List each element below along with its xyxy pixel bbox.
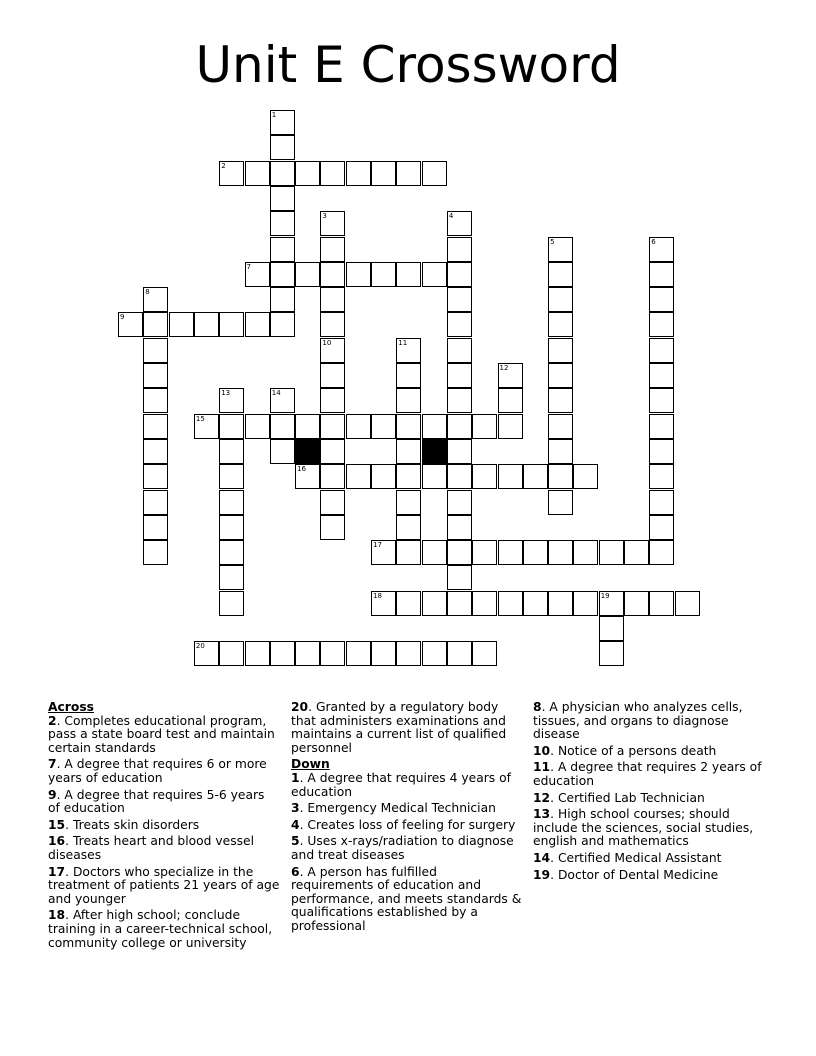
grid-cell[interactable]: [472, 540, 497, 565]
clue-text: Notice of a persons death: [557, 743, 717, 758]
grid-cell[interactable]: [346, 464, 371, 489]
grid-cell[interactable]: [143, 464, 168, 489]
clues-column-1: [48, 701, 280, 953]
clue-text: A physician who analyzes cells, tissues, and organs to diagnose disease: [533, 700, 743, 742]
grid-cell[interactable]: [270, 110, 295, 135]
grid-cell[interactable]: [320, 515, 345, 540]
clue-text: A degree that requires 6 or more years of education: [48, 757, 267, 785]
clue-text: Uses x-rays/radiation to diagnose and treat diseases: [291, 834, 514, 862]
grid-cell[interactable]: [371, 262, 396, 287]
grid-cell[interactable]: [346, 414, 371, 439]
grid-cell[interactable]: [320, 211, 345, 236]
grid-cell[interactable]: [548, 287, 573, 312]
clue-across-18: 18. After high school; conclude training in a career-technical school, community college or university: [48, 908, 273, 950]
clue-number: 7: [48, 757, 57, 772]
clue-number: 13: [533, 807, 551, 822]
grid-cell[interactable]: [649, 363, 674, 388]
grid-cell[interactable]: [320, 414, 345, 439]
grid-cell[interactable]: [447, 490, 472, 515]
grid-cell[interactable]: [624, 591, 649, 616]
grid-cell[interactable]: [396, 161, 421, 186]
cell-number: 16: [297, 465, 307, 474]
clue-text: Emergency Medical Technician: [307, 801, 496, 816]
grid-cell[interactable]: [295, 161, 320, 186]
grid-cell[interactable]: [371, 464, 396, 489]
grid-cell[interactable]: [219, 312, 244, 337]
clue-number: 15: [48, 817, 66, 832]
clue-text: Creates loss of feeling for surgery: [307, 817, 516, 832]
grid-cell[interactable]: [143, 515, 168, 540]
clue-number: 12: [533, 790, 551, 805]
grid-cell[interactable]: [599, 591, 624, 616]
grid-cell[interactable]: [422, 591, 447, 616]
clue-across-20: 20. Granted by a regulatory body that administers examinations and maintains a current list of qualified personnel: [291, 700, 507, 755]
grid-cell[interactable]: [270, 161, 295, 186]
grid-cell[interactable]: [599, 616, 624, 641]
grid-cell[interactable]: [447, 338, 472, 363]
grid-cell[interactable]: [245, 262, 270, 287]
grid-cell[interactable]: [219, 439, 244, 464]
grid-cell[interactable]: [143, 312, 168, 337]
grid-cell[interactable]: [270, 186, 295, 211]
grid-cell[interactable]: [523, 591, 548, 616]
grid-cell[interactable]: [472, 591, 497, 616]
grid-cell[interactable]: [649, 287, 674, 312]
down-heading: Down: [291, 757, 330, 772]
grid-cell[interactable]: [472, 414, 497, 439]
grid-cell[interactable]: [548, 540, 573, 565]
grid-cell[interactable]: [573, 540, 598, 565]
grid-cell[interactable]: [295, 464, 320, 489]
cell-number: 4: [448, 212, 454, 221]
clue-down-1: 1. A degree that requires 4 years of education: [291, 770, 511, 799]
grid-cell[interactable]: [371, 641, 396, 666]
grid-cell[interactable]: [548, 363, 573, 388]
clue-down-19: 19. Doctor of Dental Medicine: [533, 867, 719, 882]
grid-cell[interactable]: [118, 312, 143, 337]
grid-cell[interactable]: [270, 439, 295, 464]
clue-down-12: 12. Certified Lab Technician: [533, 790, 705, 805]
grid-cell[interactable]: [219, 464, 244, 489]
clue-text: Doctor of Dental Medicine: [557, 867, 719, 882]
grid-cell[interactable]: [270, 135, 295, 160]
grid-cell[interactable]: [194, 312, 219, 337]
grid-cell[interactable]: [548, 591, 573, 616]
grid-cell[interactable]: [320, 338, 345, 363]
grid-cell[interactable]: [396, 515, 421, 540]
clue-number: 11: [533, 760, 551, 775]
grid-cell[interactable]: [219, 565, 244, 590]
grid-cell[interactable]: [447, 591, 472, 616]
clue-number: 17: [48, 864, 66, 879]
grid-cell[interactable]: [396, 414, 421, 439]
grid-cell[interactable]: [599, 641, 624, 666]
grid-cell[interactable]: [548, 439, 573, 464]
cell-number: 2: [221, 161, 226, 170]
cell-number: 18: [373, 591, 382, 600]
grid-cell[interactable]: [371, 161, 396, 186]
clue-number: 8: [533, 700, 542, 714]
grid-cell[interactable]: [447, 211, 472, 236]
clue-down-8: 8. A physician who analyzes cells, tissues, and organs to diagnose disease: [533, 700, 743, 742]
grid-cell[interactable]: [219, 641, 244, 666]
clue-text: After high school; conclude training in a career-technical school, community college or university: [48, 908, 273, 950]
grid-cell[interactable]: [143, 287, 168, 312]
grid-cell[interactable]: [472, 464, 497, 489]
cell-number: 1: [271, 111, 277, 119]
grid-cell[interactable]: [245, 161, 270, 186]
clue-across-7: 7. A degree that requires 6 or more years of education: [48, 757, 267, 785]
grid-cell[interactable]: [548, 464, 573, 489]
page-title: Unit E Crossword: [195, 36, 621, 94]
clues-column-2: [291, 701, 523, 937]
cell-number: 13: [221, 389, 231, 398]
grid-cell[interactable]: [396, 439, 421, 464]
grid-cell[interactable]: [396, 540, 421, 565]
clue-number: 10: [533, 743, 551, 758]
grid-cell[interactable]: [675, 591, 700, 616]
clue-number: 14: [533, 850, 551, 865]
clue-text: Completes educational program, pass a state board test and maintain certain standards: [48, 713, 275, 755]
grid-cell[interactable]: [447, 515, 472, 540]
clue-number: 6: [291, 864, 300, 879]
grid-cell[interactable]: [498, 414, 523, 439]
cell-number: 8: [145, 288, 150, 297]
clue-number: 5: [291, 834, 300, 849]
cell-number: 10: [322, 338, 332, 347]
grid-cell[interactable]: [270, 287, 295, 312]
grid-cell[interactable]: [498, 388, 523, 413]
clues-column-3: [533, 701, 765, 885]
cell-number: 19: [600, 591, 610, 600]
grid-cell[interactable]: [649, 591, 674, 616]
clue-text: Certified Lab Technician: [557, 790, 705, 805]
grid-cell[interactable]: [270, 388, 295, 413]
grid-cell[interactable]: [649, 388, 674, 413]
grid-cell[interactable]: [320, 439, 345, 464]
grid-cell[interactable]: [498, 464, 523, 489]
cell-number: 6: [651, 237, 656, 246]
grid-cell[interactable]: [649, 237, 674, 262]
clue-down-13: 13. High school courses; should include the sciences, social studies, english and mathematics: [533, 807, 754, 849]
grid-cell[interactable]: [396, 338, 421, 363]
grid-cell[interactable]: [498, 363, 523, 388]
clue-down-5: 5. Uses x-rays/radiation to diagnose and treat diseases: [291, 834, 514, 862]
grid-cell[interactable]: [295, 262, 320, 287]
grid-cell[interactable]: [194, 641, 219, 666]
grid-cell[interactable]: [649, 414, 674, 439]
grid-cell[interactable]: [498, 591, 523, 616]
grid-cell[interactable]: [396, 464, 421, 489]
grid-cell[interactable]: [649, 262, 674, 287]
grid-cell[interactable]: [548, 237, 573, 262]
grid-cell[interactable]: [295, 414, 320, 439]
grid-cell[interactable]: [219, 161, 244, 186]
clue-number: 16: [48, 834, 66, 849]
clue-number: 9: [48, 787, 57, 802]
grid-cell[interactable]: [371, 414, 396, 439]
grid-cell[interactable]: [422, 540, 447, 565]
grid-cell[interactable]: [320, 388, 345, 413]
grid-cell[interactable]: [320, 237, 345, 262]
clue-number: 18: [48, 908, 66, 923]
grid-cell[interactable]: [219, 388, 244, 413]
grid-cell[interactable]: [396, 388, 421, 413]
clue-number: 3: [291, 801, 300, 816]
grid-cell[interactable]: [270, 262, 295, 287]
grid-cell[interactable]: [548, 414, 573, 439]
clue-number: 20: [291, 700, 309, 714]
grid-cell[interactable]: [573, 464, 598, 489]
grid-cell[interactable]: [219, 414, 244, 439]
grid-cell[interactable]: [447, 540, 472, 565]
grid-cell[interactable]: [548, 262, 573, 287]
grid-cell[interactable]: [346, 641, 371, 666]
grid-cell[interactable]: [320, 287, 345, 312]
grid-cell[interactable]: [219, 490, 244, 515]
grid-cell[interactable]: [295, 641, 320, 666]
clue-text: High school courses; should include the sciences, social studies, english and mathematics: [533, 807, 754, 849]
grid-cell[interactable]: [270, 211, 295, 236]
clue-number: 4: [291, 817, 300, 832]
grid-cell[interactable]: [447, 388, 472, 413]
clue-down-4: 4. Creates loss of feeling for surgery: [291, 817, 516, 832]
grid-cell[interactable]: [169, 312, 194, 337]
cell-number: 3: [322, 212, 327, 221]
grid-cell[interactable]: [320, 490, 345, 515]
grid-cell[interactable]: [447, 641, 472, 666]
grid-cell[interactable]: [573, 591, 598, 616]
grid-cell[interactable]: [143, 414, 168, 439]
clue-text: Granted by a regulatory body that administers examinations and maintains a current list of qualified personnel: [291, 700, 507, 755]
grid-cell[interactable]: [523, 540, 548, 565]
grid-cell[interactable]: [346, 161, 371, 186]
grid-cell[interactable]: [548, 312, 573, 337]
grid-cell[interactable]: [447, 464, 472, 489]
grid-cell[interactable]: [447, 414, 472, 439]
grid-cell[interactable]: [422, 414, 447, 439]
grid-cell[interactable]: [649, 338, 674, 363]
grid-cell[interactable]: [143, 363, 168, 388]
grid-cell[interactable]: [472, 641, 497, 666]
cell-number: 14: [271, 389, 281, 398]
clue-text: A degree that requires 5-6 years of education: [48, 787, 265, 816]
grid-cell[interactable]: [649, 515, 674, 540]
grid-cell[interactable]: [649, 312, 674, 337]
grid-cell[interactable]: [396, 363, 421, 388]
grid-cell[interactable]: [143, 388, 168, 413]
clue-number: 2: [48, 713, 57, 728]
clue-text: A degree that requires 2 years of education: [533, 760, 762, 788]
clue-number: 19: [533, 867, 551, 882]
cell-number: 5: [550, 237, 555, 246]
grid-cell[interactable]: [320, 312, 345, 337]
grid-cell[interactable]: [649, 490, 674, 515]
grid-cell[interactable]: [320, 363, 345, 388]
grid-cell[interactable]: [422, 641, 447, 666]
clue-across-9: 9. A degree that requires 5-6 years of education: [48, 787, 265, 816]
clue-down-10: 10. Notice of a persons death: [533, 743, 717, 758]
grid-cell[interactable]: [447, 237, 472, 262]
grid-cell[interactable]: [447, 565, 472, 590]
grid-cell[interactable]: [320, 464, 345, 489]
grid-cell[interactable]: [447, 262, 472, 287]
grid-cell[interactable]: [143, 490, 168, 515]
clue-down-11: 11. A degree that requires 2 years of education: [533, 760, 762, 788]
grid-cell[interactable]: [599, 540, 624, 565]
grid-cell[interactable]: [219, 591, 244, 616]
grid-cell[interactable]: [270, 237, 295, 262]
grid-cell[interactable]: [447, 312, 472, 337]
grid-cell[interactable]: [447, 287, 472, 312]
grid-cell[interactable]: [422, 161, 447, 186]
shaded-cell: [295, 439, 320, 464]
grid-cell[interactable]: [422, 262, 447, 287]
cell-number: 17: [373, 541, 382, 550]
grid-cell[interactable]: [498, 540, 523, 565]
grid-cell[interactable]: [447, 439, 472, 464]
grid-cell[interactable]: [320, 262, 345, 287]
grid-cell[interactable]: [649, 464, 674, 489]
cell-number: 7: [246, 262, 251, 271]
grid-cell[interactable]: [548, 338, 573, 363]
grid-cell[interactable]: [447, 363, 472, 388]
grid-cell[interactable]: [245, 312, 270, 337]
grid-cell[interactable]: [396, 490, 421, 515]
cell-number: 20: [195, 642, 205, 651]
grid-cell[interactable]: [396, 641, 421, 666]
grid-cell[interactable]: [270, 641, 295, 666]
grid-cell[interactable]: [396, 591, 421, 616]
clue-down-6: 6. A person has fulfilled requirements of education and performance, and meets standards & qualifications established by a professional: [291, 864, 522, 933]
clue-across-16: 16. Treats heart and blood vessel diseases: [48, 834, 255, 862]
clue-text: Treats skin disorders: [72, 817, 200, 832]
clue-number: 1: [291, 770, 300, 785]
grid-cell[interactable]: [523, 464, 548, 489]
clue-across-15: 15. Treats skin disorders: [48, 817, 200, 832]
grid-cell[interactable]: [396, 262, 421, 287]
clue-text: Doctors who specialize in the treatment of patients 21 years of age and younger: [48, 864, 280, 906]
shaded-cell: [422, 439, 447, 464]
grid-cell[interactable]: [143, 540, 168, 565]
grid-cell[interactable]: [245, 641, 270, 666]
cell-number: 12: [499, 364, 509, 372]
grid-cell[interactable]: [320, 161, 345, 186]
grid-cell[interactable]: [624, 540, 649, 565]
grid-cell[interactable]: [422, 464, 447, 489]
clue-across-2: 2. Completes educational program, pass a state board test and maintain certain standards: [48, 713, 275, 755]
grid-cell[interactable]: [649, 439, 674, 464]
grid-cell[interactable]: [371, 591, 396, 616]
clue-down-3: 3. Emergency Medical Technician: [291, 801, 496, 816]
cell-number: 11: [398, 338, 408, 347]
grid-cell[interactable]: [143, 338, 168, 363]
grid-cell[interactable]: [219, 515, 244, 540]
clue-down-14: 14. Certified Medical Assistant: [533, 850, 722, 865]
grid-cell[interactable]: [649, 540, 674, 565]
clue-text: A degree that requires 4 years of education: [291, 770, 511, 799]
grid-cell[interactable]: [371, 540, 396, 565]
grid-cell[interactable]: [194, 414, 219, 439]
grid-cell[interactable]: [245, 414, 270, 439]
cell-number: 9: [120, 313, 125, 322]
clue-text: Certified Medical Assistant: [557, 850, 722, 865]
grid-cell[interactable]: [143, 439, 168, 464]
grid-cell[interactable]: [219, 540, 244, 565]
clue-text: A person has fulfilled requirements of education and performance, and meets standards & qualifications established by a professional: [291, 864, 522, 933]
clue-text: Treats heart and blood vessel diseases: [48, 834, 255, 862]
grid-cell[interactable]: [346, 262, 371, 287]
grid-cell[interactable]: [548, 388, 573, 413]
clue-across-17: 17. Doctors who specialize in the treatment of patients 21 years of age and younger: [48, 864, 280, 906]
cell-number: 15: [195, 414, 205, 423]
grid-cell[interactable]: [320, 641, 345, 666]
grid-cell[interactable]: [270, 414, 295, 439]
across-heading: Across: [48, 700, 94, 714]
grid-cell[interactable]: [270, 312, 295, 337]
grid-cell[interactable]: [548, 490, 573, 515]
